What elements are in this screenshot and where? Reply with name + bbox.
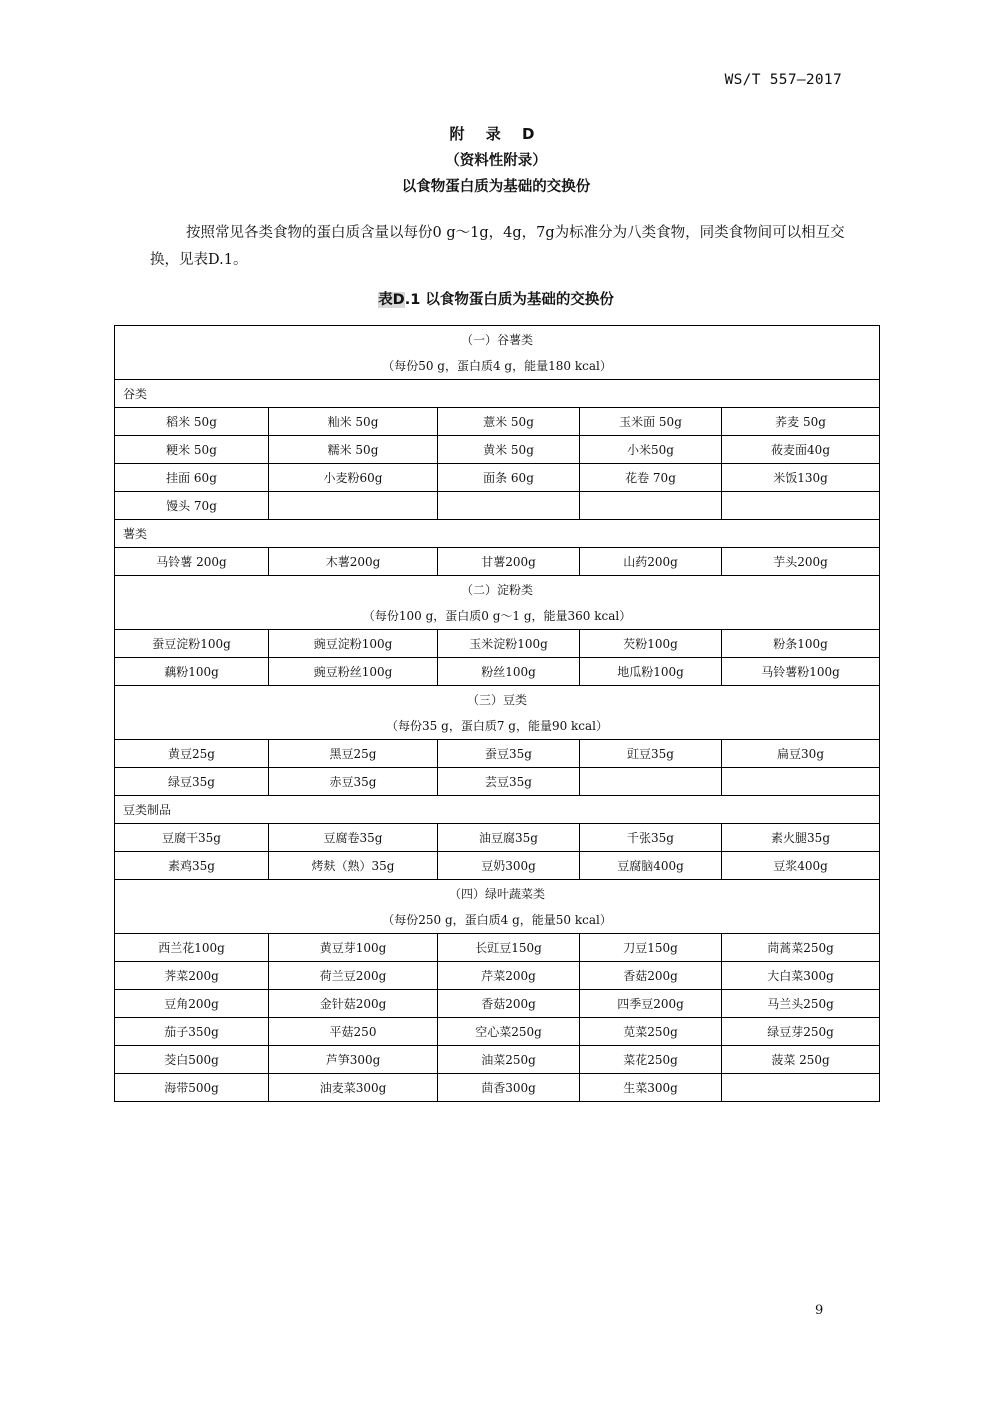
table-cell: 马铃薯粉100g xyxy=(722,658,880,686)
table-cell: 海带500g xyxy=(115,1074,269,1102)
table-cell: 蚕豆淀粉100g xyxy=(115,630,269,658)
table-cell: 菠菜 250g xyxy=(722,1046,880,1074)
table-cell xyxy=(580,768,722,796)
table-cell: 芸豆35g xyxy=(438,768,580,796)
exchange-table xyxy=(114,325,880,1102)
page-number: 9 xyxy=(815,1303,824,1318)
group-header xyxy=(115,880,880,934)
appendix-heading: 以食物蛋白质为基础的交换份 xyxy=(401,179,591,195)
caption-text: .1 以食物蛋白质为基础的交换份 xyxy=(404,292,614,308)
table-cell: 豇豆35g xyxy=(580,740,722,768)
table-cell: 大白菜300g xyxy=(722,962,880,990)
table-cell: 素火腿35g xyxy=(722,824,880,852)
table-cell: 茭白500g xyxy=(115,1046,269,1074)
table-row xyxy=(115,492,880,520)
group-header-row xyxy=(115,326,880,380)
table-cell: 马铃薯 200g xyxy=(115,548,269,576)
table-cell xyxy=(722,1074,880,1102)
table-row xyxy=(115,630,880,658)
group-note: （每份50 g，蛋白质4 g，能量180 kcal） xyxy=(382,358,612,373)
table-cell: 莜麦面40g xyxy=(722,436,880,464)
table-row xyxy=(115,934,880,962)
table-row xyxy=(115,824,880,852)
table-caption xyxy=(0,288,992,309)
table-cell: 荷兰豆200g xyxy=(269,962,438,990)
table-row xyxy=(115,548,880,576)
table-cell: 豌豆粉丝100g xyxy=(269,658,438,686)
table-cell: 糯米 50g xyxy=(269,436,438,464)
table-cell: 平菇250 xyxy=(269,1018,438,1046)
table-row xyxy=(115,1046,880,1074)
standard-code: WS/T 557—2017 xyxy=(724,72,842,88)
table-cell xyxy=(438,492,580,520)
table-cell: 甘薯200g xyxy=(438,548,580,576)
group-title: （四）绿叶蔬菜类 xyxy=(449,886,546,901)
table-cell: 香菇200g xyxy=(438,990,580,1018)
group-title: （三）豆类 xyxy=(467,692,528,707)
table-cell: 薏米 50g xyxy=(438,408,580,436)
subcategory-label: 薯类 xyxy=(115,520,880,548)
table-cell: 稻米 50g xyxy=(115,408,269,436)
group-note: （每份35 g，蛋白质7 g，能量90 kcal） xyxy=(386,718,609,733)
table-cell: 面条 60g xyxy=(438,464,580,492)
subcategory-row xyxy=(115,796,880,824)
subcategory-label: 谷类 xyxy=(115,380,880,408)
table-cell: 芹菜200g xyxy=(438,962,580,990)
table-cell xyxy=(580,492,722,520)
table-cell: 素鸡35g xyxy=(115,852,269,880)
table-row xyxy=(115,1018,880,1046)
table-cell: 豆腐干35g xyxy=(115,824,269,852)
table-cell xyxy=(722,492,880,520)
table-cell: 马兰头250g xyxy=(722,990,880,1018)
group-note: （每份250 g，蛋白质4 g，能量50 kcal） xyxy=(382,912,612,927)
table-cell: 黄米 50g xyxy=(438,436,580,464)
table-row xyxy=(115,852,880,880)
table-row xyxy=(115,464,880,492)
table-cell: 挂面 60g xyxy=(115,464,269,492)
table-cell: 芋头200g xyxy=(722,548,880,576)
group-header-row xyxy=(115,576,880,630)
table-cell: 刀豆150g xyxy=(580,934,722,962)
table-row xyxy=(115,962,880,990)
table-cell: 油豆腐35g xyxy=(438,824,580,852)
table-cell: 茄子350g xyxy=(115,1018,269,1046)
table-cell: 菜花250g xyxy=(580,1046,722,1074)
subcategory-row xyxy=(115,380,880,408)
table-cell: 烤麸（熟）35g xyxy=(269,852,438,880)
table-cell: 小麦粉60g xyxy=(269,464,438,492)
table-row xyxy=(115,990,880,1018)
table-cell: 豆腐卷35g xyxy=(269,824,438,852)
caption-label: 表D xyxy=(378,292,405,308)
appendix-title: 附 录 D xyxy=(449,125,543,143)
table-cell: 芦笋300g xyxy=(269,1046,438,1074)
table-cell: 玉米面 50g xyxy=(580,408,722,436)
table-cell: 荞麦 50g xyxy=(722,408,880,436)
table-cell: 豆浆400g xyxy=(722,852,880,880)
table-cell: 豆腐脑400g xyxy=(580,852,722,880)
table-row xyxy=(115,658,880,686)
group-note: （每份100 g，蛋白质0 g～1 g，能量360 kcal） xyxy=(362,608,632,623)
table-cell: 西兰花100g xyxy=(115,934,269,962)
table-cell: 黄豆25g xyxy=(115,740,269,768)
table-cell: 地瓜粉100g xyxy=(580,658,722,686)
table-cell: 苋菜250g xyxy=(580,1018,722,1046)
table-cell: 茼蒿菜250g xyxy=(722,934,880,962)
table-cell: 木薯200g xyxy=(269,548,438,576)
subcategory-label: 豆类制品 xyxy=(115,796,880,824)
table-cell: 千张35g xyxy=(580,824,722,852)
table-cell xyxy=(722,768,880,796)
table-cell: 玉米淀粉100g xyxy=(438,630,580,658)
table-row xyxy=(115,740,880,768)
table-cell: 山药200g xyxy=(580,548,722,576)
table-row xyxy=(115,436,880,464)
group-header-row xyxy=(115,880,880,934)
table-row xyxy=(115,408,880,436)
table-cell: 香菇200g xyxy=(580,962,722,990)
group-header-row xyxy=(115,686,880,740)
table-cell xyxy=(269,492,438,520)
table-cell: 赤豆35g xyxy=(269,768,438,796)
table-cell: 花卷 70g xyxy=(580,464,722,492)
group-header xyxy=(115,686,880,740)
table-row xyxy=(115,1074,880,1102)
table-cell: 茴香300g xyxy=(438,1074,580,1102)
table-cell: 空心菜250g xyxy=(438,1018,580,1046)
table-cell: 蚕豆35g xyxy=(438,740,580,768)
table-cell: 金针菇200g xyxy=(269,990,438,1018)
table-cell: 豌豆淀粉100g xyxy=(269,630,438,658)
table-cell: 馒头 70g xyxy=(115,492,269,520)
intro-paragraph: 按照常见各类食物的蛋白质含量以每份0 g～1g，4g，7g为标准分为八类食物，同类食物间可以相互交换，见表D.1。 xyxy=(150,225,845,268)
table-cell: 绿豆芽250g xyxy=(722,1018,880,1046)
group-header xyxy=(115,576,880,630)
table-cell: 芡粉100g xyxy=(580,630,722,658)
table-cell: 粉条100g xyxy=(722,630,880,658)
table-cell: 油麦菜300g xyxy=(269,1074,438,1102)
table-row xyxy=(115,768,880,796)
table-cell: 扁豆30g xyxy=(722,740,880,768)
table-cell: 米饭130g xyxy=(722,464,880,492)
table-cell: 油菜250g xyxy=(438,1046,580,1074)
table-cell: 长豇豆150g xyxy=(438,934,580,962)
group-title: （一）谷薯类 xyxy=(461,332,534,347)
table-cell: 粳米 50g xyxy=(115,436,269,464)
subcategory-row xyxy=(115,520,880,548)
table-cell: 豆奶300g xyxy=(438,852,580,880)
table-cell: 绿豆35g xyxy=(115,768,269,796)
table-cell: 小米50g xyxy=(580,436,722,464)
table-cell: 豆角200g xyxy=(115,990,269,1018)
table-cell: 生菜300g xyxy=(580,1074,722,1102)
table-cell: 籼米 50g xyxy=(269,408,438,436)
group-header xyxy=(115,326,880,380)
appendix-type: （资料性附录） xyxy=(445,153,547,169)
table-cell: 四季豆200g xyxy=(580,990,722,1018)
table-cell: 藕粉100g xyxy=(115,658,269,686)
table-cell: 荠菜200g xyxy=(115,962,269,990)
group-title: （二）淀粉类 xyxy=(461,582,534,597)
table-cell: 黑豆25g xyxy=(269,740,438,768)
table-cell: 粉丝100g xyxy=(438,658,580,686)
table-cell: 黄豆芽100g xyxy=(269,934,438,962)
